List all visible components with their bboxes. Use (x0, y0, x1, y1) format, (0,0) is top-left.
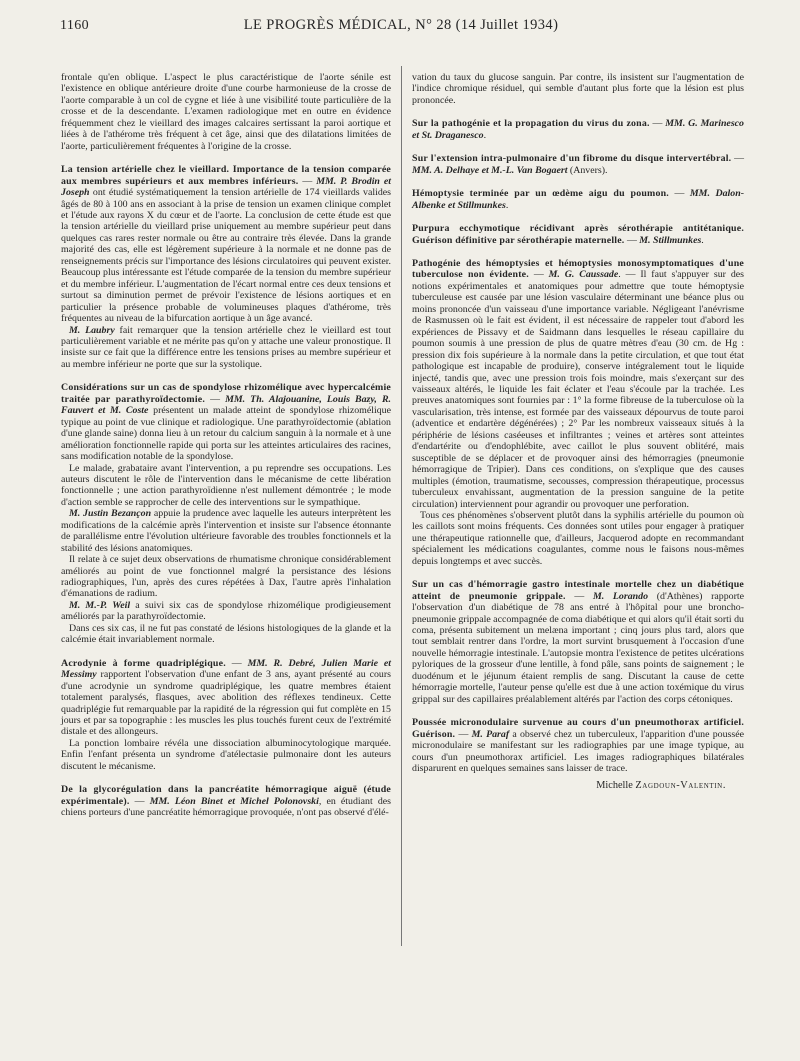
abstract-purpura (412, 223, 744, 246)
section-title: Poussée micronodulaire survenue au cours d'un pneumothorax artificiel. Guérison. (412, 717, 744, 740)
title-separator: — (565, 590, 593, 602)
section-body: . (483, 129, 487, 141)
abstract-pathogenie-hemoptysies (412, 258, 744, 510)
title-separator: — (731, 153, 744, 165)
section-title: Pathogénie des hémoptysies et hémoptysies monosymptomatiques d'une tuberculose non évidente. (412, 257, 744, 281)
section-authors: MM. Dalon-Albenke et Stillmunkes (412, 188, 745, 211)
section-title: Purpura ecchymotique récidivant après sérothérapie antitétanique. Guérison définitive par sérothérapie maternelle. (412, 223, 744, 246)
running-title: LE PROGRÈS MÉDICAL, N° 28 (14 Juillet 1934) (243, 17, 559, 33)
title-separator: — (668, 188, 690, 200)
section-authors: MM. G. Marinesco et St. Draganesco (412, 118, 744, 141)
title-separator: — (455, 728, 472, 740)
paragraph: La ponction lombaire révéla une dissociation albuminocytologique marquée. Enfin l'enfant présenta un syndrome d'atélectasie pulmonaire dont les auteurs discutent le mécanisme. (61, 737, 391, 772)
section-body: , en étudiant des chiens porteurs d'une pancréatite hémorragique provoquée, n'ont pas observé d'élé- (61, 795, 392, 819)
section-body: présentent un malade atteint de spondylose rhizomélique typique au point de vue clinique et radiologique. Une parathyroïdectomie (ablation d'une glande saine) donna lieu à un retour du calcium sanguin à la normale et à une amélioration fonctionnelle rapide qui porta sur les atteintes articulaires des racines, sans modification notable de la spondylose. (61, 405, 391, 463)
section-title: Acrodynie à forme quadriplégique. (61, 657, 226, 669)
author-signature (412, 780, 744, 791)
section-body: . (505, 199, 509, 211)
discussant-name: M. Laubry (69, 324, 115, 336)
paragraph-text: fait remarquer que la tension artérielle chez le vieillard est tout particulièrement variable et ne mérite pas qu'on y attache une valeur pronostique. Il insiste sur ce fait que la différence entre les tensions prises au membre supérieur et au membre inférieur ne porte que sur la systolique. (61, 324, 392, 370)
section-authors: MM. P. Brodin et Joseph (61, 175, 391, 199)
abstract-fibrome (412, 153, 744, 176)
right-column (412, 72, 744, 792)
signature-first-name: Michelle (596, 780, 636, 792)
title-separator: — (624, 234, 640, 246)
section-body: . — Il faut s'appuyer sur des notions expérimentales et anatomiques pour admettre que toute hémoptysie tuberculeuse est causée par une lésion vasculaire déterminant une béance plus ou moins prononcée d'un vaisseau d'une importance variable. Négligeant l'anévrisme de Rasmussen où le fait est évident, il est nécessaire de rappeler tout d'abord les expériences de Pissavy et de Saidmann dans lesquelles le réseau capillaire du poumon soumis à une pression de plus de quatre mètres d'eau (30 cm. de Hg : pression dix fois supérieure à la normale dans la petite circulation, et que tout état pathologique est incapable de produire), conserve intégralement tout le liquide injecté, tandis que, avec une pression trois fois moindre, mais s'exerçant sur des vaisseaux altérés, le liquide les fait éclater et l'eau s'écoule par la trachée. Les preuves anatomiques sont fournies par : 1° la forme fibreuse de la tuberculose où la vascularisation, très intense, est formée par des vaisseaux dépourvus de toute paroi (adventice et endartère dégénérées) ; 2° Par les nombreux vaisseaux situés à la périphérie de lésions caséeuses et infiltrantes ; veines et artères sont atteintes d'endartérite ou d'endophlébite, avec caillot le plus souvent oblitéré, mais susceptible de se déplacer et de provoquer ainsi des hémorragies (pneumonie hémorragique de Tripier). Dans ces conditions, on s'explique que des causes multiples (émotion, traumatisme, secousses, compression thérapeutique, processus tuberculeux envahissant, augmentation de la pression sanguine de la petite circulation) interviennent pour agrandir ou provoquer une perforation. (412, 269, 744, 510)
continued-paragraph: frontale qu'en oblique. L'aspect le plus caractéristique de l'aorte sénile est l'existence en oblique antérieure droite d'une courbe harmonieuse de la crosse de l'aorte comparable à un col de cygne et liée à une visibilité toute particulière de la crosse et de la descendante. L'examen radiologique met en outre en évidence fréquemment chez le vieillard des images calcaires sertissant la paroi aortique et liées à de l'athérome très fréquent à cet âge, ainsi que des dilatations limitées de l'aorte, particulièrement fréquentes à l'origine de la crosse. (61, 72, 391, 152)
paragraph: Il relate à ce sujet deux observations de rhumatisme chronique considérablement améliorés au point de vue fonctionnel malgré la persistance des lésions radiographiques, l'un, après des cures répétées à Dax, l'autre après l'inhalation d'émanations de radium. (61, 554, 391, 600)
section-title: Considérations sur un cas de spondylose rhizomélique avec hypercalcémie traitée par parathyroïdectomie. (61, 382, 391, 405)
abstract-glycoregulation (61, 784, 391, 818)
column-divider (401, 66, 402, 946)
section-authors: M. G. Caussade (548, 269, 619, 281)
section-authors: MM. A. Delhaye et M.-L. Van Bogaert (412, 164, 568, 176)
section-body: rapportent l'observation d'une enfant de 3 ans, ayant présenté au cours d'une acrodynie un syndrome quadriplégique, les quatre membres étaient totalement paralysés, flasques, avec abolition des réflexes tendineux. Cette quadriplégie fut remarquable par la rapidité de la régression qui fut complète en 15 jours et par sa topographie : les muscles les plus touchés furent ceux de l'extrémité distale et des allongeurs. (61, 669, 391, 738)
section-title: Sur la pathogénie et la propagation du virus du zona. (412, 118, 650, 130)
page-number: 1160 (60, 18, 90, 33)
abstract-micronodulaire (412, 717, 744, 774)
title-separator: — (225, 657, 248, 669)
section-body: (d'Athènes) rapporte l'observation d'un diabétique de 78 ans entré à l'hôpital pour une broncho-pneumonie grippale accompagnée de coma diabétique et qui alors qu'il était sorti du coma, présenta subitement un melæna important ; cinq jours plus tard, alors que tout semblait rentrer dans l'ordre, la mort survint brusquement à l'occasion d'une nouvelle hémorragie intestinale. L'autopsie montra l'existence de petites ulcérations pyloriques de la grosseur d'une lentille, à fond pâle, sans points de saignement ; le duodénum et le jéjunum étaient remplis de sang. Discutant la cause de cette hémorragie mortelle, l'auteur pense qu'elle est due à une action toxémique du virus grippal sur des capillaires préalablement altérés par l'action des corps cétoniques. (412, 590, 744, 705)
section-body: ont étudié systématiquement la tension artérielle de 174 vieillards valides âgés de 80 à 100 ans en associant à la prise de tension un examen clinique complet et l'étude aux rayons X du cœur et de l'aorte. La conclusion de cette étude est que la tension artérielle du vieillard prise uniquement au membre supérieur peut dans quelques cas rares rester normale ou être au contraire très élevée. Dans la grande majorité des cas, elle est légèrement supérieure à la normale et ne donne pas de renseignements précis sur l'importance des lésions circulatoires qui peuvent exister. Beaucoup plus intéressante est l'étude comparée de la tension du membre supérieur et du membre inférieur. L'augmentation de l'écart normal entre ces deux tensions et surtout sa diminution permet de prévoir l'existence de lésions aortiques et en particulier la présence probable de volumineuses plaques d'athérome, très fréquentes au niveau de la bifurcation aortique à un âge avancé. (61, 187, 391, 325)
title-separator: — (129, 795, 150, 807)
paragraph-text: a suivi six cas de spondylose rhizomélique prodigieusement améliorés par la parathyroïdectomie. (61, 599, 391, 623)
continued-paragraph: vation du taux du glucose sanguin. Par contre, ils insistent sur l'augmentation de l'indice chromique résiduel, qui semble d'autant plus forte que la lésion est plus prononcée. (412, 72, 744, 106)
section-authors: M. Paraf (471, 728, 510, 740)
signature-surname: Zagdoun-Valentin. (635, 780, 726, 792)
section-body: a observé chez un tuberculeux, l'apparition d'une poussée micronodulaire se manifestant sur les radiographies par une image typique, au cours d'un pneumothorax artificiel. Les images radiographiques bilatérales disparurent en quelques semaines sans laisser de trace. (412, 728, 744, 775)
abstract-hemoptysie (412, 188, 744, 211)
abstract-tension-arterielle (61, 164, 391, 324)
title-separator: — (205, 393, 226, 405)
section-title: De la glycorégulation dans la pancréatite hémorragique aiguë (étude expérimentale). (61, 784, 391, 807)
paragraph-text: appuie la prudence avec laquelle les auteurs interprètent les modifications de la calcémie après l'intervention et insiste sur l'absence étonnante de parallélisme entre l'évolution ultérieure favorable des troubles fonctionnels et la stabilité des lésions anatomiques. (61, 508, 391, 554)
section-authors: MM. Th. Alajouanine, Louis Bazy, R. Fauvert et M. Coste (61, 393, 392, 417)
abstract-acrodynie (61, 658, 391, 738)
paragraph: Le malade, grabataire avant l'intervention, a pu reprendre ses occupations. Les auteurs discutent le rôle de l'intervention dans le mécanisme de cette libération fonctionnelle ; une action parathyroïdienne n'est nullement démontrée ; le mode d'action semble se rapprocher de celle des interventions sur le sympathique. (61, 462, 391, 508)
section-title: Sur un cas d'hémorragie gastro intestinale mortelle chez un diabétique atteint de pneumonie grippale. (412, 579, 744, 602)
abstract-spondylose (61, 382, 391, 462)
section-title: Hémoptysie terminée par un œdème aigu du poumon. (412, 188, 669, 200)
title-separator: — (528, 269, 549, 281)
abstract-hemorragie-gastro (412, 579, 744, 705)
section-title: Sur l'extension intra-pulmonaire d'un fibrome du disque intervertébral. (412, 153, 732, 165)
discussant-name: M. M.-P. Weil (69, 599, 131, 611)
abstract-zona (412, 118, 744, 141)
section-authors: MM. Léon Binet et Michel Polonovski (149, 795, 319, 807)
paragraph (61, 325, 391, 371)
title-separator: — (649, 118, 666, 130)
paragraph: Dans ces six cas, il ne fut pas constaté de lésions histologiques de la glande et la calcémie était invariablement normale. (61, 622, 391, 646)
title-separator: — (298, 175, 317, 187)
paragraph (61, 508, 391, 554)
section-body: . (701, 234, 704, 246)
left-column (61, 72, 391, 819)
section-body: (Anvers). (567, 164, 608, 176)
paragraph: Tous ces phénomènes s'observent plutôt dans la syphilis artérielle du poumon où les caillots sont moins fréquents. Ces données sont utiles pour engager à pratiquer une thérapeutique rationnelle que, d'ailleurs, Jacquerod adopte en recommandant spécialement les médications coagulantes, comme nous le faisons nous-mêmes depuis longtemps et avec succès. (412, 509, 744, 567)
section-authors: M. Stillmunkes (639, 234, 702, 246)
discussant-name: M. Justin Bezançon (69, 508, 152, 520)
section-title: La tension artérielle chez le vieillard. Importance de la tension comparée aux membres supérieurs et aux membres inférieurs. (61, 164, 391, 187)
section-authors: M. Lorando (592, 590, 649, 602)
section-authors: MM. R. Debré, Julien Marie et Messimy (61, 657, 392, 681)
page-header (60, 14, 742, 36)
paragraph (61, 600, 391, 623)
